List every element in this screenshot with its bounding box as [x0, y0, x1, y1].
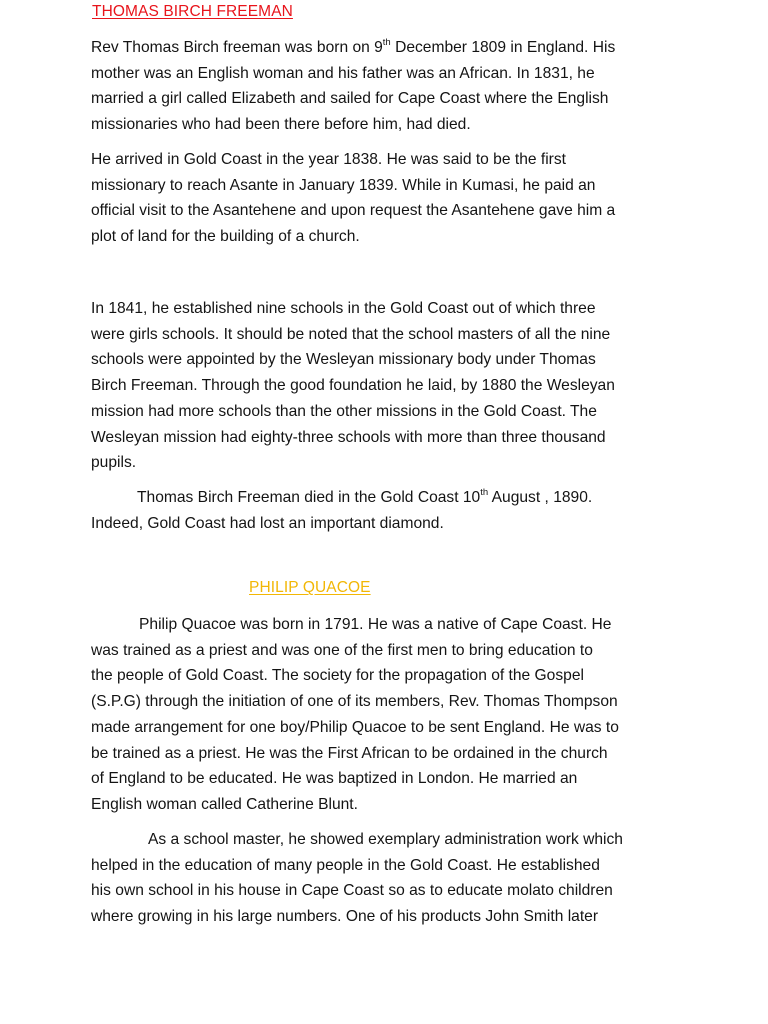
paragraph-quacoe-biography: [91, 612, 691, 818]
text-line: was trained as a priest and was one of the first men to bring education to: [91, 641, 593, 659]
paragraph-quacoe-school-master: [91, 827, 691, 930]
superscript: th: [382, 36, 391, 48]
text-run: Thomas Birch Freeman died in the Gold Coast 10: [137, 489, 481, 506]
text-line: (S.P.G) through the initiation of one of its members, Rev. Thomas Thompson: [91, 693, 618, 711]
text-line: missionary to reach Asante in January 1839. While in Kumasi, he paid an: [91, 176, 596, 194]
paragraph-freeman-birth: [91, 35, 691, 138]
text-line: helped in the education of many people in the Gold Coast. He established: [91, 856, 600, 874]
text-line: [91, 485, 691, 511]
text-line: Indeed, Gold Coast had lost an important diamond.: [91, 514, 444, 532]
text-line: plot of land for the building of a church.: [91, 228, 360, 246]
text-line: pupils.: [91, 454, 137, 472]
text-line: [91, 35, 691, 61]
text-line: missionaries who had been there before him, had died.: [91, 116, 471, 134]
paragraph-freeman-arrival: [91, 147, 691, 250]
text-line: Philip Quacoe was born in 1791. He was a native of Cape Coast. He: [139, 616, 612, 633]
text-run: December 1809 in England. His: [390, 39, 616, 56]
text-line: were girls schools. It should be noted that the school masters of all the nine: [91, 325, 611, 343]
text-line: English woman called Catherine Blunt.: [91, 795, 358, 813]
text-run: August , 1890.: [488, 489, 593, 506]
text-line: made arrangement for one boy/Philip Quacoe to be sent England. He was to: [91, 718, 619, 736]
text-line: of England to be educated. He was baptized in London. He married an: [91, 770, 578, 788]
text-line: married a girl called Elizabeth and sailed for Cape Coast where the English: [91, 90, 609, 108]
text-line: In 1841, he established nine schools in the Gold Coast out of which three: [91, 300, 596, 317]
text-line: As a school master, he showed exemplary administration work which: [148, 831, 623, 848]
section-heading-thomas-birch-freeman: THOMAS BIRCH FREEMAN: [92, 3, 293, 20]
text-line: schools were appointed by the Wesleyan missionary body under Thomas: [91, 351, 596, 369]
text-line: mother was an English woman and his father was an African. In 1831, he: [91, 64, 595, 82]
text-line: Wesleyan mission had eighty-three schools with more than three thousand: [91, 428, 606, 446]
superscript: th: [480, 486, 489, 498]
text-line: where growing in his large numbers. One of his products John Smith later: [91, 908, 599, 926]
text-line: Birch Freeman. Through the good foundation he laid, by 1880 the Wesleyan: [91, 377, 615, 395]
text-run: Rev Thomas Birch freeman was born on 9: [91, 39, 383, 56]
text-line: his own school in his house in Cape Coast so as to educate molato children: [91, 882, 613, 900]
text-line: the people of Gold Coast. The society for the propagation of the Gospel: [91, 667, 584, 685]
text-line: official visit to the Asantehene and upon request the Asantehene gave him a: [91, 202, 616, 220]
text-line: be trained as a priest. He was the First African to be ordained in the church: [91, 744, 608, 762]
text-line: He arrived in Gold Coast in the year 1838. He was said to be the first: [91, 151, 566, 168]
section-heading-philip-quacoe: PHILIP QUACOE: [249, 579, 371, 596]
paragraph-freeman-death: [91, 485, 691, 536]
paragraph-freeman-schools: [91, 296, 691, 476]
text-line: mission had more schools than the other missions in the Gold Coast. The: [91, 402, 597, 420]
